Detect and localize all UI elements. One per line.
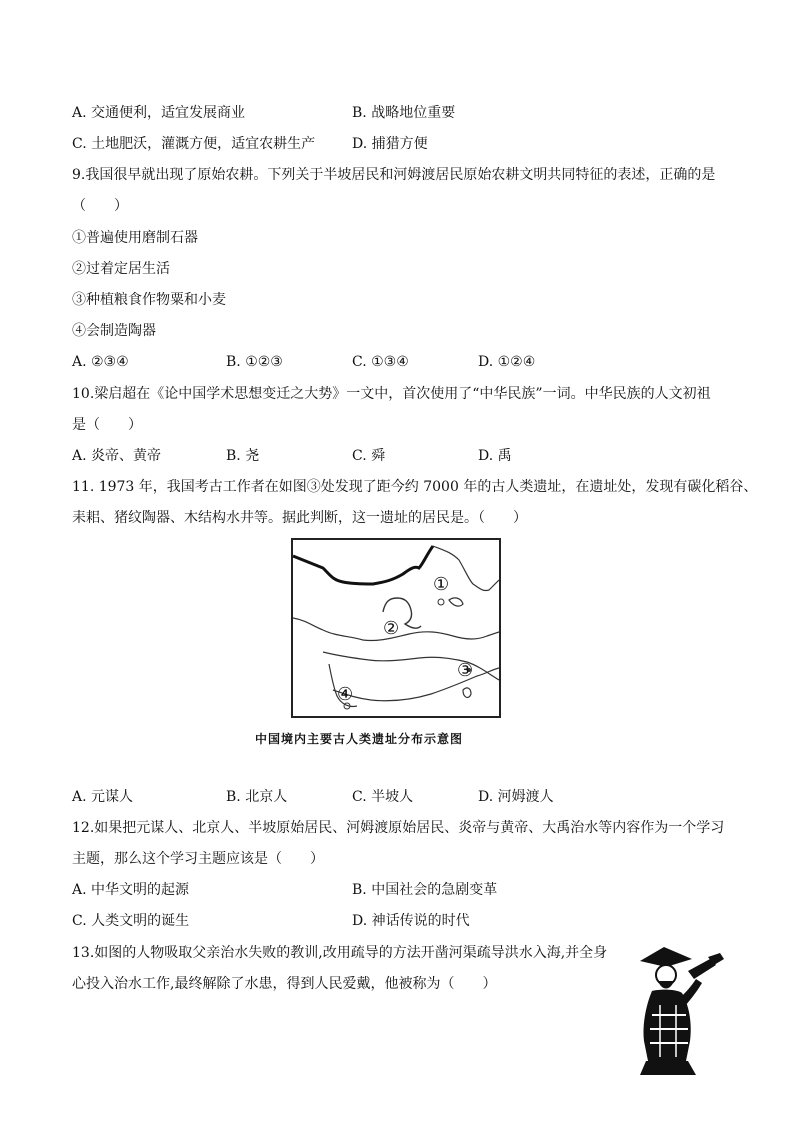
q11-option-c: C. 半坡人	[352, 789, 414, 805]
q8-option-c: C. 土地肥沃，灌溉方便，适宜农耕生产	[72, 136, 316, 152]
q8-option-b: B. 战略地位重要	[352, 105, 456, 121]
q12-stem: 12.如果把元谋人、北京人、半坡原始居民、河姆渡原始居民、炎帝与黄帝、大禹治水等内容作为一个学习	[72, 820, 725, 836]
yu-the-great-figure	[630, 945, 730, 1080]
q11-option-d: D. 河姆渡人	[478, 789, 554, 805]
map-marker-2: ②	[383, 618, 400, 639]
q10-option-c: C. 舜	[352, 448, 386, 464]
q9-statement-2: ②过着定居生活	[72, 261, 170, 277]
q8-option-d: D. 捕猎方便	[352, 136, 428, 152]
q8-option-a: A. 交通便利，适宜发展商业	[72, 105, 246, 121]
q13-stem-cont: 心投入治水工作,最终解除了水患，得到人民爱戴，他被称为（ ）	[72, 976, 497, 992]
q9-option-c: C. ①③④	[352, 354, 409, 370]
q9-statement-4: ④会制造陶器	[72, 323, 156, 339]
q9-stem-bracket: （ ）	[72, 198, 128, 214]
q9-stem: 9.我国很早就出现了原始农耕。下列关于半坡居民和河姆渡居民原始农耕文明共同特征的表述，正确的是	[72, 167, 716, 183]
q10-option-a: A. 炎帝、黄帝	[72, 448, 162, 464]
q9-statement-3: ③种植粮食作物粟和小麦	[72, 292, 226, 308]
q11-option-a: A. 元谋人	[72, 789, 134, 805]
q12-stem-cont: 主题，那么这个学习主题应该是（ ）	[72, 851, 324, 867]
q9-option-d: D. ①②④	[478, 354, 536, 370]
q10-option-d: D. 禹	[478, 448, 512, 464]
map-caption: 中国境内主要古人类遗址分布示意图	[255, 732, 464, 746]
q11-stem: 11. 1973 年，我国考古工作者在如图③处发现了距今约 7000 年的古人类遗址，在遗址处，发现有碳化稻谷、	[72, 479, 758, 495]
q12-option-a: A. 中华文明的起源	[72, 882, 190, 898]
map-marker-4: ④	[337, 684, 354, 705]
q12-option-d: D. 神话传说的时代	[352, 913, 470, 929]
map-marker-3: ③	[457, 660, 474, 681]
q9-option-b: B. ①②③	[226, 354, 283, 370]
q10-stem-cont: 是（ ）	[72, 417, 142, 433]
q12-option-b: B. 中国社会的急剧变革	[352, 882, 498, 898]
site-distribution-map	[291, 538, 501, 718]
map-marker-1: ①	[433, 574, 450, 595]
q10-option-b: B. 尧	[226, 448, 260, 464]
q9-option-a: A. ②③④	[72, 354, 129, 370]
q11-option-b: B. 北京人	[226, 789, 288, 805]
q11-stem-cont: 耒耜、猪纹陶器、木结构水井等。据此判断，这一遗址的居民是。（ ）	[72, 510, 527, 526]
q13-stem: 13.如图的人物吸取父亲治水失败的教训,改用疏导的方法开凿河渠疏导洪水入海,并全身	[72, 945, 608, 961]
q12-option-c: C. 人类文明的诞生	[72, 913, 190, 929]
q9-statement-1: ①普遍使用磨制石器	[72, 230, 198, 246]
q10-stem: 10.梁启超在《论中国学术思想变迁之大势》一文中，首次使用了“中华民族”一词。中华民族的人文初祖	[72, 386, 711, 402]
